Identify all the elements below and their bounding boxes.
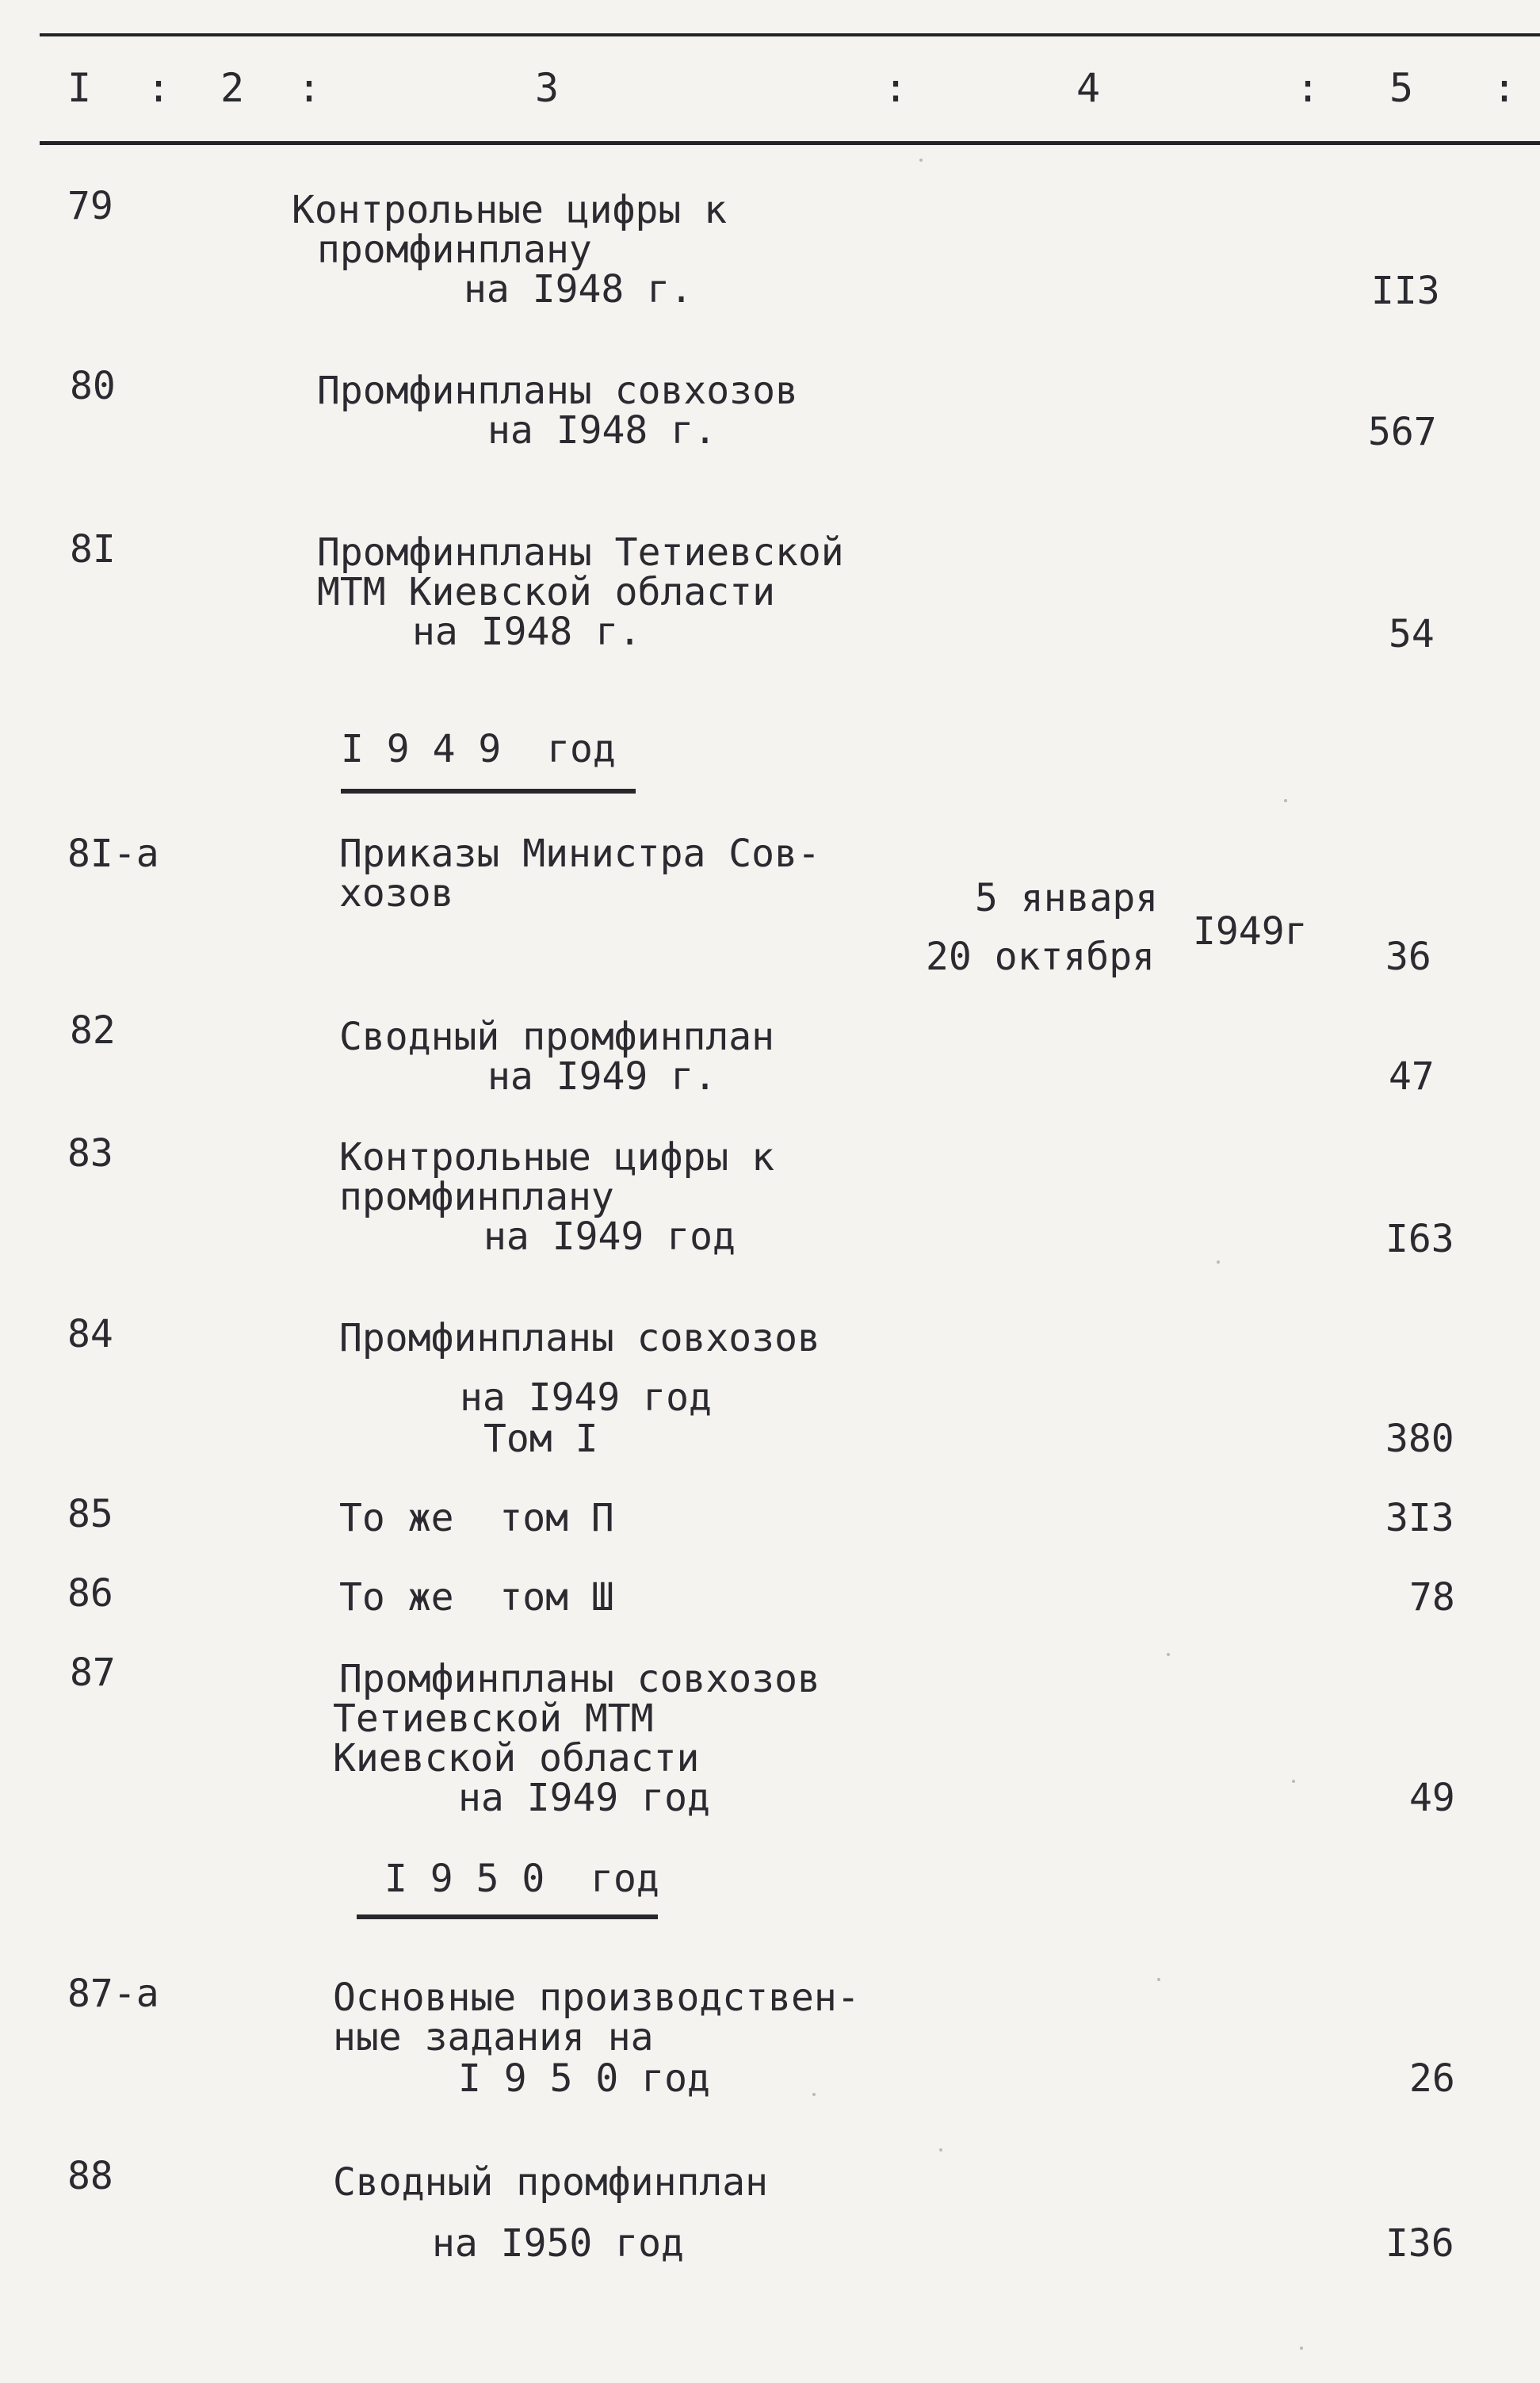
entry-title-line: на I950 год (432, 2221, 684, 2266)
entry-number: 8I (70, 527, 116, 572)
entry-number: 87-а (67, 1972, 159, 2016)
col-header-5: 5 (1389, 65, 1414, 111)
entry-title-line: То же том Ш (339, 1575, 614, 1620)
scan-speck (812, 2093, 816, 2096)
entry-title-line: ные задания на (333, 2015, 654, 2060)
entry-title-line: Основные производствен- (333, 1976, 860, 2020)
entry-number: 88 (67, 2154, 113, 2198)
scan-speck (939, 2148, 942, 2152)
entry-number: 82 (70, 1008, 116, 1053)
entry-number: 86 (67, 1571, 113, 1616)
entry-title-line: на I948 г. (487, 408, 717, 453)
entry-title-line: промфинплану (317, 228, 592, 272)
entry-number: 83 (67, 1131, 113, 1176)
year-heading: I 9 4 9 год (341, 727, 616, 771)
entry-title-line: Сводный промфинплан (333, 2160, 769, 2205)
col-sep-5: : (1492, 65, 1517, 111)
entry-date-end: 20 октября (926, 935, 1155, 979)
entry-title-line: промфинплану (339, 1175, 614, 1219)
entry-number: 85 (67, 1492, 113, 1536)
entry-title-line: То же том П (339, 1496, 614, 1540)
entry-pages: 47 (1389, 1054, 1435, 1099)
top-rule (40, 33, 1540, 36)
col-sep-1: : (147, 65, 171, 111)
entry-pages: 3I3 (1385, 1496, 1454, 1540)
entry-title-line: Промфинпланы совхозов (339, 1316, 820, 1360)
entry-title-line: Промфинпланы совхозов (339, 1657, 820, 1701)
entry-title-line: Том I (483, 1417, 598, 1461)
col-header-1: I (67, 65, 92, 111)
entry-title-line: хозов (339, 871, 454, 916)
entry-date-start: 5 января (975, 876, 1159, 920)
entry-title-line: на I949 год (483, 1214, 736, 1259)
entry-title-line: Киевской области (333, 1736, 700, 1781)
entry-pages: 26 (1409, 2056, 1455, 2101)
entry-pages: 380 (1385, 1417, 1454, 1461)
scan-speck (1157, 1978, 1160, 1981)
entry-number: 79 (67, 184, 113, 228)
scan-speck (1167, 1653, 1170, 1656)
scan-speck (919, 159, 923, 162)
entry-title-line: Контрольные цифры к (292, 188, 728, 232)
entry-number: 87 (70, 1651, 116, 1695)
entry-title-line: Приказы Министра Сов- (339, 832, 820, 876)
col-header-3: 3 (535, 65, 560, 111)
scan-speck (1217, 1260, 1220, 1264)
col-sep-3: : (884, 65, 908, 111)
year-heading: I 9 5 0 год (384, 1857, 659, 1901)
entry-pages: II3 (1371, 269, 1440, 313)
col-header-4: 4 (1076, 65, 1101, 111)
entry-pages: 36 (1385, 935, 1431, 979)
entry-title-line: на I949 год (458, 1776, 710, 1820)
entry-number: 84 (67, 1312, 113, 1356)
entry-pages: 78 (1409, 1575, 1455, 1620)
header-bottom-rule (40, 141, 1540, 145)
entry-pages: I36 (1385, 2221, 1454, 2266)
year-heading-underline (357, 1914, 658, 1919)
scan-speck (1300, 2347, 1303, 2350)
entry-title-line: I 9 5 0 год (458, 2056, 710, 2101)
entry-title-line: Промфинпланы Тетиевской (317, 530, 844, 575)
entry-title-line: на I949 год (460, 1375, 712, 1420)
entry-title-line: на I949 г. (487, 1054, 717, 1099)
entry-title-line: Тетиевской МТМ (333, 1696, 654, 1741)
entry-title-line: Сводный промфинплан (339, 1015, 775, 1059)
col-header-2: 2 (220, 65, 245, 111)
entry-pages: 54 (1389, 612, 1435, 656)
scan-speck (1292, 1780, 1295, 1783)
entry-pages: I63 (1385, 1217, 1454, 1261)
entry-number: 80 (70, 364, 116, 408)
col-sep-4: : (1296, 65, 1320, 111)
entry-year: I949г (1193, 909, 1308, 954)
entry-title-line: на I948 г. (464, 267, 693, 312)
year-heading-underline (341, 789, 636, 794)
entry-pages: 567 (1368, 410, 1437, 454)
scan-speck (1284, 799, 1287, 802)
entry-title-line: МТМ Киевской области (317, 570, 775, 614)
entry-pages: 49 (1409, 1776, 1455, 1820)
entry-number: 8I-а (67, 832, 159, 876)
entry-title-line: Промфинпланы совхозов (317, 369, 798, 413)
col-sep-2: : (297, 65, 322, 111)
entry-title-line: на I948 г. (412, 610, 641, 654)
entry-title-line: Контрольные цифры к (339, 1135, 775, 1180)
